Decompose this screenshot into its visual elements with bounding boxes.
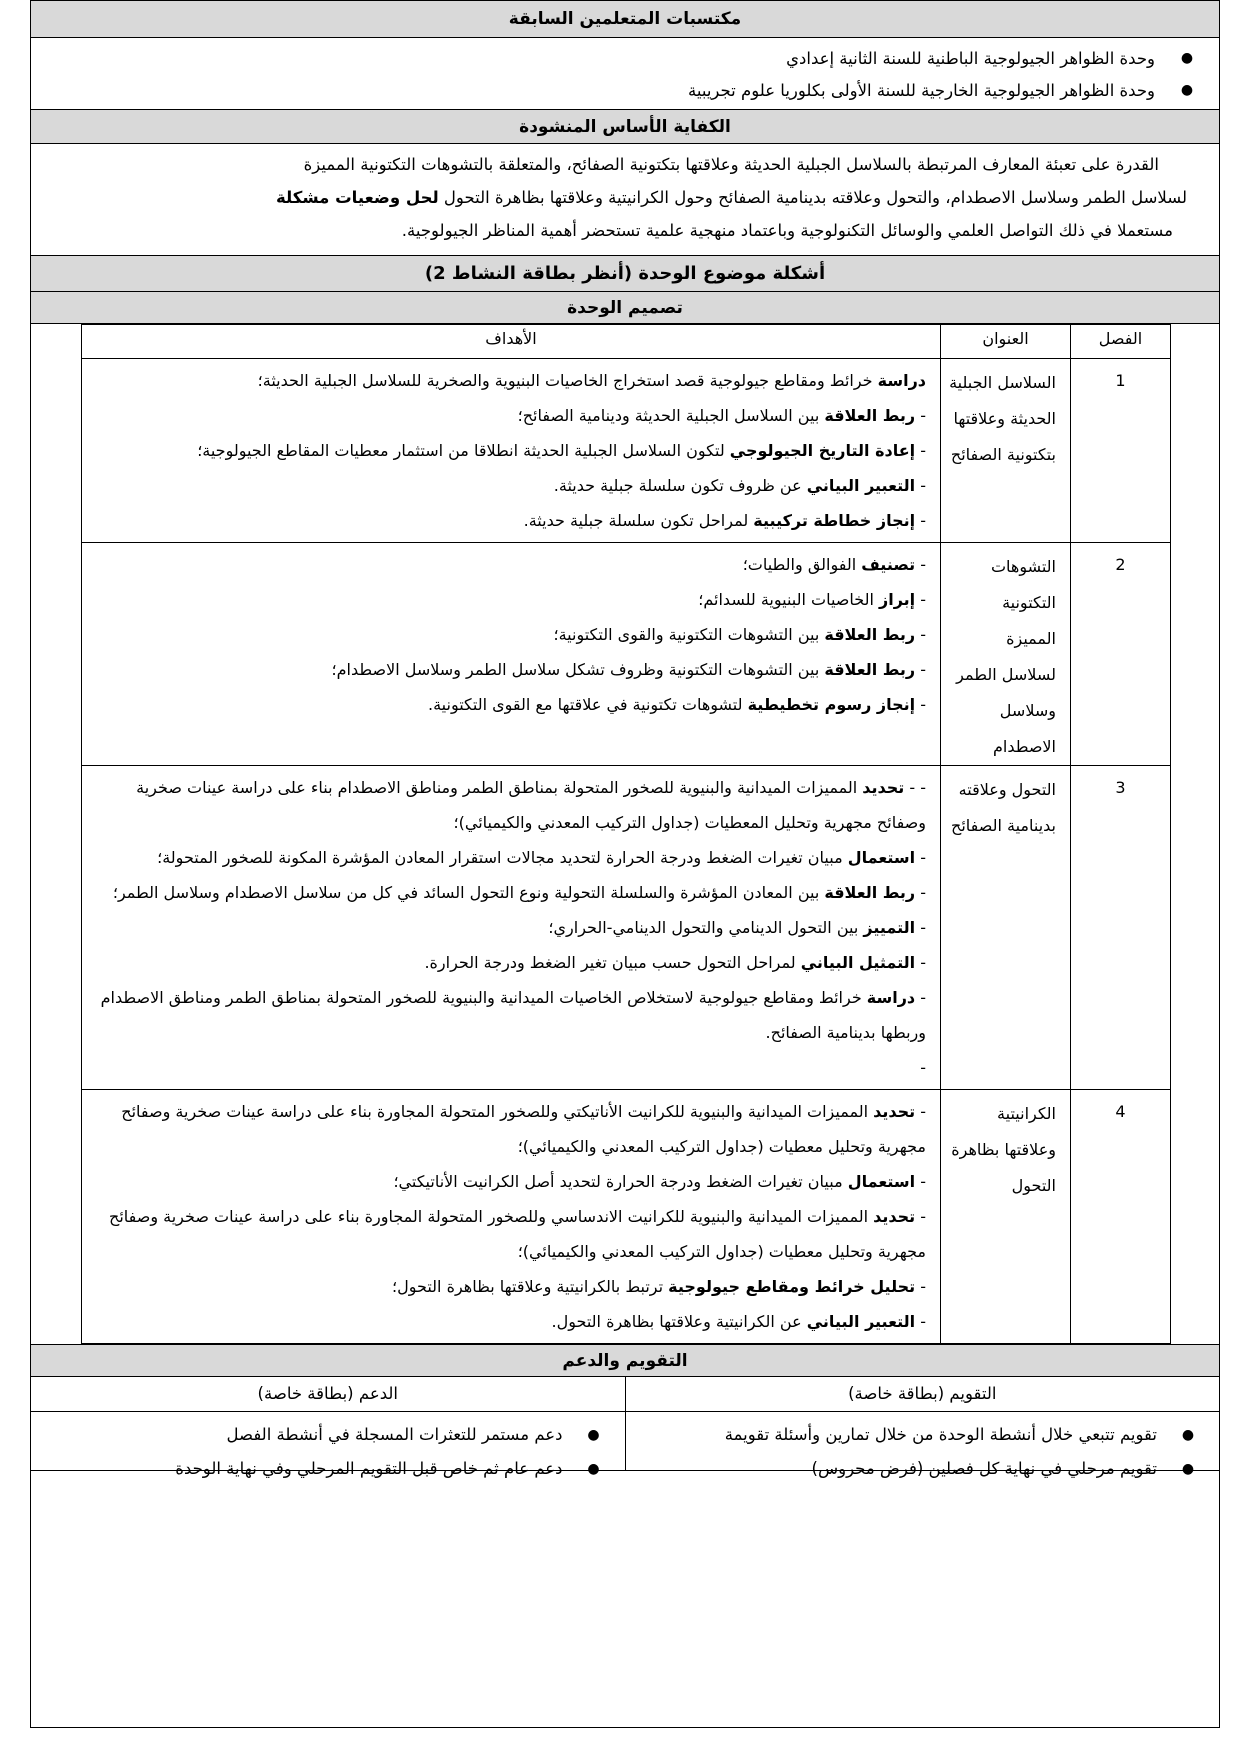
table-row bbox=[82, 359, 1171, 543]
goal-dash: - bbox=[915, 695, 926, 714]
list-item bbox=[646, 1452, 1200, 1486]
goal-text: المميزات الميدانية والبنيوية للصخور المتحولة بمناطق الطمر ومناطق الاصطدام بناء على دراسة عينات صخرية وصفائح مجهرية وتحليل المعطيات (جداول التركيب المعدني والكيميائي)؛ bbox=[136, 778, 926, 832]
goal-dash: - bbox=[915, 625, 926, 644]
support-item-text: دعم مستمر للتعثرات المسجلة في أنشطة الفصل bbox=[226, 1425, 563, 1444]
goal-verb: دراسة bbox=[866, 988, 916, 1007]
chapter-title: السلاسل الجبلية الحديثة وعلاقتها بتكتونية الصفائح bbox=[941, 359, 1071, 543]
prior-knowledge-title: مكتسبات المتعلمين السابقة bbox=[508, 9, 742, 29]
goal-verb: تحليل خرائط ومقاطع جيولوجية bbox=[668, 1277, 916, 1296]
goal-verb: استعمال bbox=[847, 1172, 916, 1191]
goal-item bbox=[92, 687, 926, 722]
goal-verb: إنجاز خطاطة تركيبية bbox=[753, 511, 916, 530]
competence-text bbox=[31, 144, 1219, 256]
goal-item bbox=[92, 1164, 926, 1199]
evaluation-header bbox=[31, 1345, 1219, 1377]
chapter-number: 1 bbox=[1071, 359, 1171, 543]
goal-dash: - bbox=[915, 511, 926, 530]
goal-verb: استعمال bbox=[847, 848, 916, 867]
chapter-goals bbox=[82, 359, 941, 543]
table-row bbox=[82, 1090, 1171, 1344]
bullet-icon: ● bbox=[1180, 50, 1194, 66]
list-item bbox=[31, 74, 1219, 106]
problem-title: أشكلة موضوع الوحدة (أنظر بطاقة النشاط 2) bbox=[424, 263, 826, 284]
goal-text: عن الكرانيتية وعلاقتها بظاهرة التحول. bbox=[551, 1312, 807, 1331]
goal-text: ترتبط بالكرانيتية وعلاقتها بظاهرة التحول؛ bbox=[392, 1277, 669, 1296]
goal-text: بين التشوهات التكتونية وظروف تشكل سلاسل الطمر وسلاسل الاصطدام؛ bbox=[331, 660, 825, 679]
support-column bbox=[31, 1377, 625, 1478]
competence-header bbox=[31, 110, 1219, 144]
chapter-goals bbox=[82, 1090, 941, 1344]
evaluation-title: التقويم والدعم bbox=[562, 1351, 688, 1371]
competence-line: القدرة على تعبئة المعارف المرتبطة بالسلاسل الجبلية الحديثة وعلاقتها بتكتونية الصفائح، والمتعلقة بالتشوهات التكتونية المميزة bbox=[303, 155, 1159, 174]
goal-item bbox=[92, 875, 926, 910]
goal-dash: - bbox=[915, 883, 926, 902]
goal-item bbox=[92, 617, 926, 652]
table-row bbox=[82, 766, 1171, 1090]
support-list bbox=[31, 1412, 625, 1492]
column-header-goals: الأهداف bbox=[82, 325, 941, 359]
competence-title: الكفاية الأساس المنشودة bbox=[519, 117, 731, 137]
goal-item bbox=[92, 503, 926, 538]
goal-dash: - bbox=[915, 1312, 926, 1331]
goal-item bbox=[92, 1050, 926, 1085]
goal-verb: دراسة bbox=[877, 371, 926, 390]
goal-dash: - bbox=[915, 1102, 926, 1121]
goal-dash: - bbox=[915, 1172, 926, 1191]
goal-verb: إعادة التاريخ الجيولوجي bbox=[729, 441, 916, 460]
goal-text: لمراحل تكون سلسلة جبلية حديثة. bbox=[523, 511, 754, 530]
chapter-goals bbox=[82, 766, 941, 1090]
design-table bbox=[81, 324, 1171, 1344]
goal-dash: - bbox=[915, 406, 926, 425]
goal-text: بين السلاسل الجبلية الحديثة ودينامية الصفائح؛ bbox=[517, 406, 825, 425]
competence-line bbox=[51, 181, 1187, 214]
goal-item bbox=[92, 582, 926, 617]
goal-verb: تحديد bbox=[862, 778, 905, 797]
bullet-icon: ● bbox=[587, 1427, 600, 1443]
goal-verb: ربط العلاقة bbox=[824, 625, 916, 644]
goal-item bbox=[92, 770, 926, 840]
bullet-icon: ● bbox=[1180, 82, 1194, 98]
chapter-title: التحول وعلاقته بدينامية الصفائح bbox=[941, 766, 1071, 1090]
goal-text: بين المعادن المؤشرة والسلسلة التحولية ونوع التحول السائد في كل من سلاسل الاصطدام وسلاسل الطمر؛ bbox=[112, 883, 825, 902]
goal-dash: - bbox=[915, 441, 926, 460]
support-column-title: الدعم (بطاقة خاصة) bbox=[31, 1377, 625, 1412]
chapter-number: 2 bbox=[1071, 543, 1171, 766]
goal-dash: - bbox=[915, 988, 926, 1007]
goal-verb: إنجاز رسوم تخطيطية bbox=[747, 695, 916, 714]
goal-verb: تحديد bbox=[873, 1207, 916, 1226]
bullet-icon: ● bbox=[1181, 1427, 1195, 1443]
goal-item bbox=[92, 547, 926, 582]
goal-item bbox=[92, 1094, 926, 1164]
column-header-title: العنوان bbox=[941, 325, 1071, 359]
prior-item-text: وحدة الظواهر الجيولوجية الباطنية للسنة الثانية إعدادي bbox=[786, 48, 1155, 68]
problem-header bbox=[31, 256, 1219, 292]
goal-text: لتشوهات تكتونية في علاقتها مع القوى التكتونية. bbox=[428, 695, 748, 714]
goal-verb: ربط العلاقة bbox=[824, 660, 916, 679]
prior-knowledge-list bbox=[31, 38, 1219, 110]
goal-text: مبيان تغيرات الضغط ودرجة الحرارة لتحديد أصل الكرانيت الأناتيكتي؛ bbox=[393, 1172, 848, 1191]
design-title: تصميم الوحدة bbox=[567, 298, 683, 318]
chapter-title: الكرانيتية وعلاقتها بظاهرة التحول bbox=[941, 1090, 1071, 1344]
evaluation-column bbox=[625, 1377, 1220, 1478]
evaluation-list bbox=[626, 1412, 1220, 1492]
goal-dash: - bbox=[915, 555, 926, 574]
prior-item-text: وحدة الظواهر الجيولوجية الخارجية للسنة الأولى بكلوريا علوم تجريبية bbox=[688, 80, 1155, 100]
goal-item bbox=[92, 468, 926, 503]
chapter-number: 4 bbox=[1071, 1090, 1171, 1344]
goal-item bbox=[92, 945, 926, 980]
goal-item bbox=[92, 363, 926, 398]
table-header-row bbox=[82, 325, 1171, 359]
evaluation-item-text: تقويم مرحلي في نهاية كل فصلين (فرض محروس) bbox=[811, 1459, 1157, 1478]
goal-dash: - bbox=[915, 953, 926, 972]
goal-item bbox=[92, 1269, 926, 1304]
chapter-number: 3 bbox=[1071, 766, 1171, 1090]
design-section bbox=[31, 324, 1219, 1345]
competence-line-text: لسلاسل الطمر وسلاسل الاصطدام، والتحول وعلاقته بدينامية الصفائح وحول الكرانيتية وعلاقتها بظاهرة التحول bbox=[438, 188, 1187, 207]
goal-verb: التعبير البياني bbox=[806, 1312, 916, 1331]
design-header bbox=[31, 292, 1219, 324]
goal-text: عن ظروف تكون سلسلة جبلية حديثة. bbox=[553, 476, 807, 495]
goal-verb: إبراز bbox=[879, 590, 916, 609]
support-item-text: دعم عام ثم خاص قبل التقويم المرحلي وفي نهاية الوحدة bbox=[175, 1459, 563, 1478]
goal-text: خرائط ومقاطع جيولوجية قصد استخراج الخاصيات البنيوية والصخرية للسلاسل الجبلية الحديثة؛ bbox=[257, 371, 878, 390]
goal-dash: - bbox=[915, 918, 926, 937]
prior-knowledge-header bbox=[31, 1, 1219, 38]
goal-item bbox=[92, 433, 926, 468]
goal-verb: ربط العلاقة bbox=[824, 883, 916, 902]
goal-text: بين التحول الدينامي والتحول الدينامي-الحراري؛ bbox=[548, 918, 864, 937]
goal-dash: - bbox=[920, 1058, 926, 1077]
goal-item bbox=[92, 910, 926, 945]
goal-text: الفوالق والطيات؛ bbox=[742, 555, 862, 574]
goal-verb: تحديد bbox=[873, 1102, 916, 1121]
list-item bbox=[51, 1418, 605, 1452]
unit-sheet bbox=[30, 0, 1220, 1728]
chapter-rows bbox=[82, 359, 1171, 1344]
goal-text: خرائط ومقاطع جيولوجية لاستخلاص الخاصيات الميدانية والبنيوية للصخور المتحولة بمناطق الطمر ومناطق الاصطدام وربطها بدينامية الصفائح. bbox=[100, 988, 926, 1042]
goal-dash: - bbox=[915, 476, 926, 495]
bullet-icon: ● bbox=[1181, 1461, 1195, 1477]
goal-text: المميزات الميدانية والبنيوية للكرانيت الأناتيكتي وللصخور المتحولة المجاورة بناء على دراسة عينات صخرية وصفائح مجهرية وتحليل معطيات (جداول التركيب المعدني والكيميائي)؛ bbox=[121, 1102, 926, 1156]
goal-verb: التمييز bbox=[863, 918, 916, 937]
goal-item bbox=[92, 980, 926, 1050]
goal-text: بين التشوهات التكتونية والقوى التكتونية؛ bbox=[553, 625, 825, 644]
goal-item bbox=[92, 840, 926, 875]
list-item bbox=[31, 42, 1219, 74]
bullet-icon: ● bbox=[587, 1461, 600, 1477]
list-item bbox=[646, 1418, 1200, 1452]
goal-dash: - bbox=[915, 1277, 926, 1296]
goal-item bbox=[92, 1199, 926, 1269]
evaluation-section bbox=[31, 1377, 1219, 1478]
goal-verb: التمثيل البياني bbox=[800, 953, 916, 972]
goal-dash: - bbox=[915, 590, 926, 609]
competence-line: مستعملا في ذلك التواصل العلمي والوسائل التكنولوجية وباعتماد منهجية علمية تستحضر أهمية المناظر الجيولوجية. bbox=[401, 221, 1173, 240]
goal-item bbox=[92, 652, 926, 687]
goal-text: لتكون السلاسل الجبلية الحديثة انطلاقا من استثمار معطيات المقاطع الجيولوجية؛ bbox=[197, 441, 730, 460]
list-item bbox=[51, 1452, 605, 1486]
evaluation-item-text: تقويم تتبعي خلال أنشطة الوحدة من خلال تمارين وأسئلة تقويمة bbox=[724, 1425, 1157, 1444]
goal-dash: - bbox=[915, 848, 926, 867]
goal-dash: - bbox=[915, 1207, 926, 1226]
goal-dash: - bbox=[915, 660, 926, 679]
evaluation-column-title: التقويم (بطاقة خاصة) bbox=[626, 1377, 1220, 1412]
goal-dash: - - bbox=[904, 778, 926, 797]
chapter-title: التشوهات التكتونية المميزة لسلاسل الطمر وسلاسل الاصطدام bbox=[941, 543, 1071, 766]
goal-verb: تصنيف bbox=[861, 555, 916, 574]
goal-text: لمراحل التحول حسب مبيان تغير الضغط ودرجة الحرارة. bbox=[424, 953, 801, 972]
goal-verb: التعبير البياني bbox=[806, 476, 916, 495]
goal-item bbox=[92, 1304, 926, 1339]
goal-verb: ربط العلاقة bbox=[824, 406, 916, 425]
goal-item bbox=[92, 398, 926, 433]
goal-text: المميزات الميدانية والبنيوية للكرانيت الاندساسي وللصخور المتحولة المجاورة بناء على دراسة عينات صخرية وصفائح مجهرية وتحليل معطيات (جداول التركيب المعدني والكيميائي)؛ bbox=[109, 1207, 926, 1261]
goal-text: مبيان تغيرات الضغط ودرجة الحرارة لتحديد مجالات استقرار المعادن المؤشرة المكونة للصخور المتحولة؛ bbox=[157, 848, 848, 867]
chapter-goals bbox=[82, 543, 941, 766]
competence-line-bold: لحل وضعيات مشكلة bbox=[276, 188, 439, 207]
table-row bbox=[82, 543, 1171, 766]
column-header-chapter: الفصل bbox=[1071, 325, 1171, 359]
goal-text: الخاصيات البنيوية للسدائم؛ bbox=[698, 590, 879, 609]
